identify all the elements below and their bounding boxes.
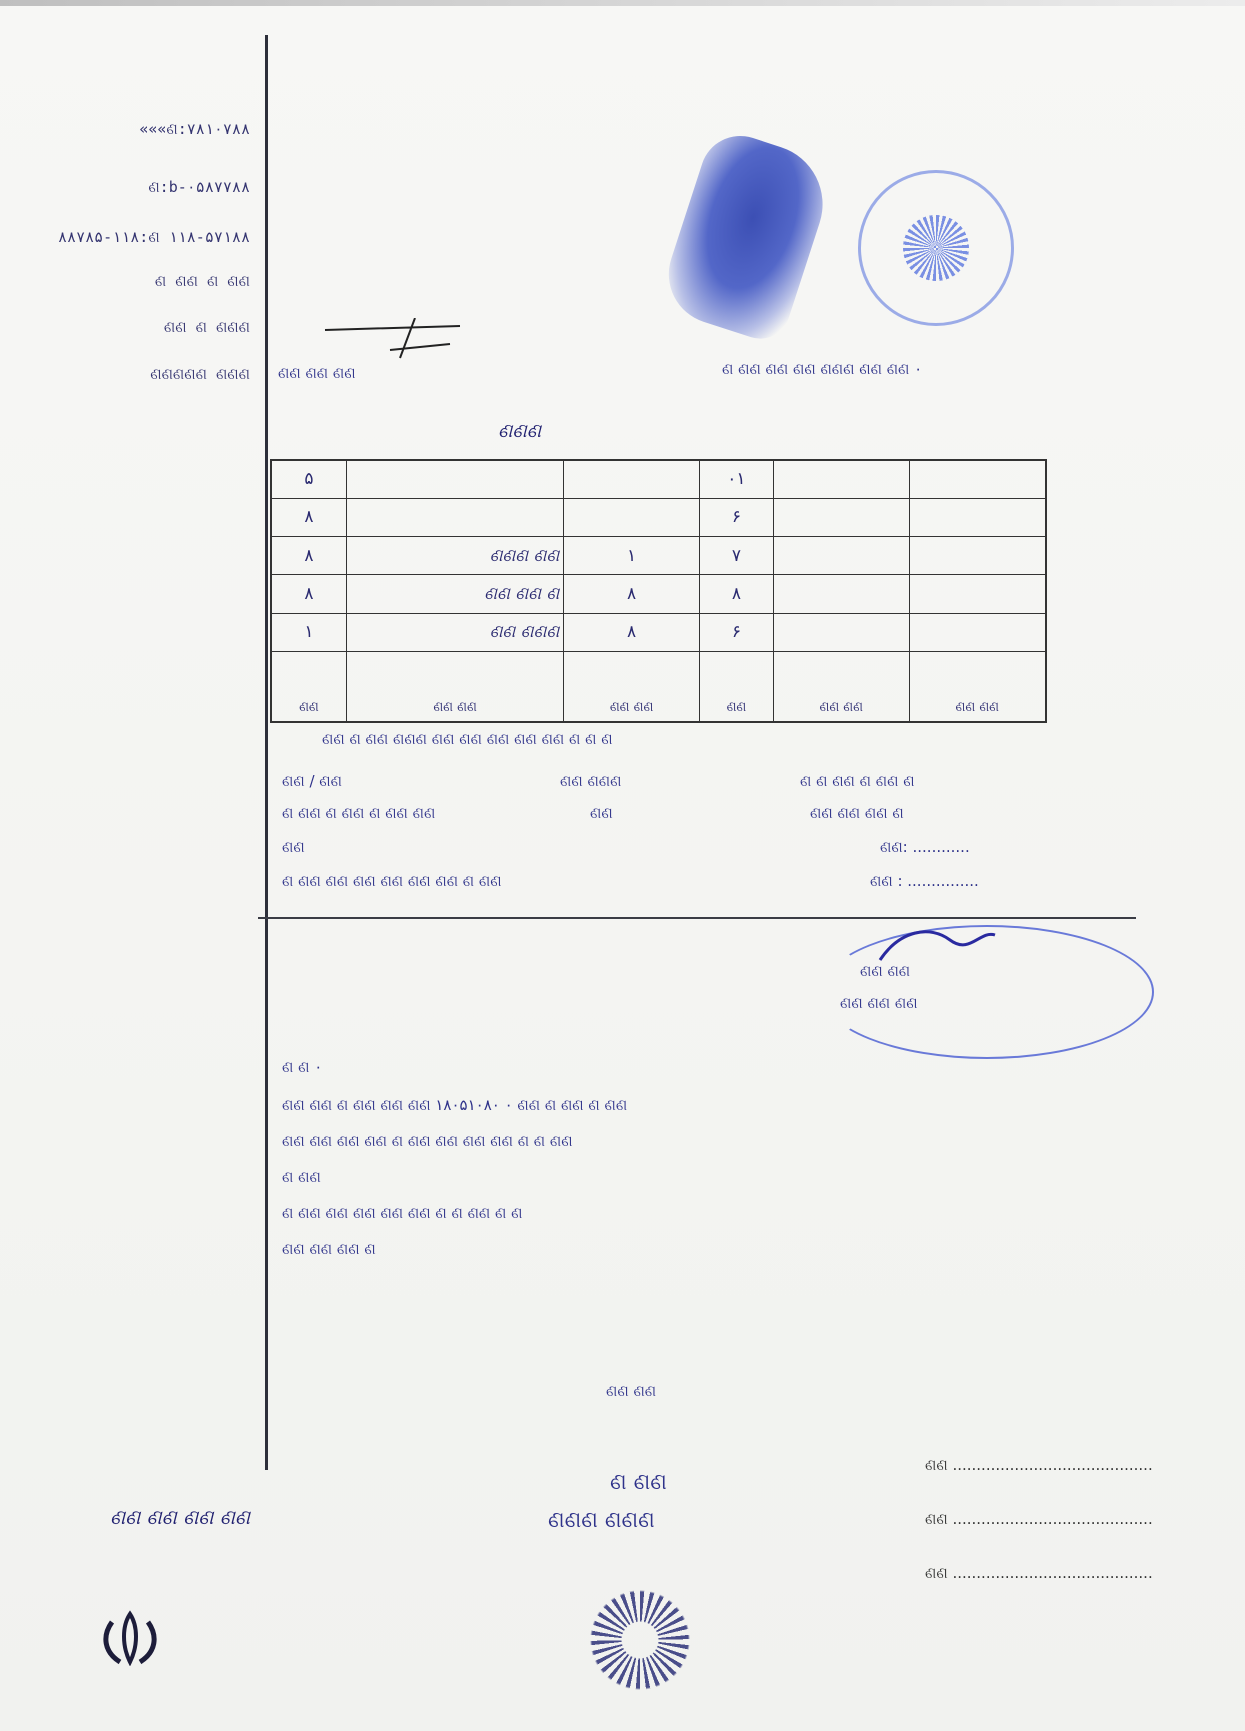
table-cell [773, 460, 909, 498]
table-header-cell: ଣଣ [699, 651, 773, 722]
table-cell [346, 460, 563, 498]
table-cell: ۸ [699, 575, 773, 613]
table-cell [346, 498, 563, 536]
signature-top [320, 318, 470, 364]
table-header-cell: ଣଣ ଣଣ [564, 651, 700, 722]
emblem-icon [100, 1610, 160, 1666]
table-row [271, 498, 1046, 536]
table-cell: ۸ [271, 575, 346, 613]
sidebar-signature-text: ଣଣ ଣଣ ଣଣ ଣଣ [109, 1505, 250, 1529]
table-cell: ۸ [564, 613, 700, 651]
section2-title: ଣ ଣ ۰ [282, 1058, 323, 1076]
para-3: ଣ ଣଣ [282, 1168, 321, 1186]
table-cell [909, 575, 1046, 613]
field-1: ଣଣ .......................................... [925, 1456, 1153, 1474]
header-left: ଣଣ ଣଣ ଣଣ [278, 364, 356, 382]
left-col-1: ଣଣ / ଣଣ [282, 772, 342, 790]
stamp-line-2: ଣଣ ଣଣ ଣଣ [840, 994, 918, 1012]
header-right: ଣ ଣଣ ଣଣ ଣଣ ଣଣଣ ଣଣ ଣଣ ۰ [722, 360, 923, 378]
table-row [271, 575, 1046, 613]
left-col-2: ଣ ଣଣ ଣ ଣଣ ଣ ଣଣ ଣଣ [282, 804, 436, 822]
table-cell [909, 613, 1046, 651]
right-col-2: ଣଣ ଣଣ ଣଣ ଣ [810, 804, 904, 822]
round-seal [858, 170, 1014, 326]
table-cell: ۶ [699, 498, 773, 536]
right-col-4: ଣଣ : ............... [870, 872, 979, 890]
footer-title: ଣଣ ଣଣ [606, 1382, 657, 1400]
para-5: ଣଣ ଣଣ ଣଣ ଣ [282, 1240, 376, 1258]
table-header-cell: ଣଣ ଣଣ [773, 651, 909, 722]
sidebar-line-4: ଣ ଣଣ ଣ ଣଣ [154, 272, 250, 290]
field-2: ଣଣ .......................................... [925, 1510, 1153, 1528]
table-cell: ۱ [564, 537, 700, 575]
table-cell: ଣଣଣ ଣଣ [346, 537, 563, 575]
right-col-3: ଣଣ: ............ [880, 838, 970, 856]
mid-col-2: ଣଣ [590, 804, 613, 822]
footer-org-1: ଣ ଣଣ [610, 1470, 667, 1495]
sidebar-line-5: ଣଣ ଣ ଣଣଣ [163, 318, 250, 336]
right-col-1: ଣ ଣ ଣଣ ଣ ଣଣ ଣ [800, 772, 915, 790]
table-cell [564, 460, 700, 498]
margin-rule [265, 35, 268, 1470]
footer-org-2: ଣଣଣ ଣଣଣ [548, 1508, 655, 1533]
table-cell [909, 498, 1046, 536]
table-cell [773, 575, 909, 613]
table-cell [773, 613, 909, 651]
table-cell: ۸ [271, 498, 346, 536]
table-row [271, 537, 1046, 575]
stamp-line-1: ଣଣ ଣଣ [860, 962, 911, 980]
table-cell: ଣଣ ଣଣ ଣ [346, 575, 563, 613]
subtitle: ଣଣଣ [498, 420, 542, 442]
items-table [270, 459, 1047, 723]
blue-stamp [656, 126, 838, 347]
para-2: ଣଣ ଣଣ ଣଣ ଣଣ ଣ ଣଣ ଣଣ ଣଣ ଣଣ ଣ ଣ ଣଣ [282, 1132, 573, 1150]
left-col-3: ଣଣ [282, 838, 305, 856]
sidebar-line-2: ଣ:b-۰۵۸۷۷۸۸ [148, 178, 250, 196]
table-cell [909, 460, 1046, 498]
table-row [271, 613, 1046, 651]
sidebar-line-6: ଣଣଣଣଣ ଣଣଣ [150, 365, 250, 383]
table-cell: ۸ [271, 537, 346, 575]
university-logo-icon [590, 1590, 690, 1690]
para-4: ଣ ଣଣ ଣଣ ଣଣ ଣଣ ଣଣ ଣ ଣ ଣଣ ଣ ଣ [282, 1204, 523, 1222]
top-edge [0, 0, 1245, 6]
table-cell: ۰۱ [699, 460, 773, 498]
table-cell: ۶ [699, 613, 773, 651]
table-cell: ۷ [699, 537, 773, 575]
table-cell: ۱ [271, 613, 346, 651]
left-col-4: ଣ ଣଣ ଣଣ ଣଣ ଣଣ ଣଣ ଣଣ ଣ ଣଣ [282, 872, 502, 890]
table-cell [773, 498, 909, 536]
table-header-cell: ଣଣ [271, 651, 346, 722]
field-3: ଣଣ .......................................... [925, 1564, 1153, 1582]
para-1: ଣଣ ଣଣ ଣ ଣଣ ଣଣ ଣଣ ۱۸۰۵۱۰۸۰ ۰ ଣଣ ଣ ଣଣ ଣ ଣଣ [282, 1096, 628, 1114]
table-cell [564, 498, 700, 536]
sidebar-line-3: ۸۸۷۸۵-۱۱۸:ଣ ۱۱۸-۵۷۱۸۸ [58, 228, 250, 246]
table-header-row [271, 651, 1046, 722]
table-cell: ۵ [271, 460, 346, 498]
table-header-cell: ଣଣ ଣଣ [346, 651, 563, 722]
sidebar-line-1: «««ଣ:۷۸۱۰۷۸۸ [139, 120, 250, 138]
section-divider [258, 917, 1136, 919]
table-header-cell: ଣଣ ଣଣ [909, 651, 1046, 722]
mid-col-1: ଣଣ ଣଣଣ [560, 772, 622, 790]
table-cell: ۸ [564, 575, 700, 613]
table-cell [773, 537, 909, 575]
body-line-1: ଣଣ ଣ ଣଣ ଣଣଣ ଣଣ ଣଣ ଣଣ ଣଣ ଣଣ ଣ ଣ ଣ [322, 730, 613, 748]
table-row [271, 460, 1046, 498]
table-cell [909, 537, 1046, 575]
table-cell: ଣଣ ଣଣଣ [346, 613, 563, 651]
